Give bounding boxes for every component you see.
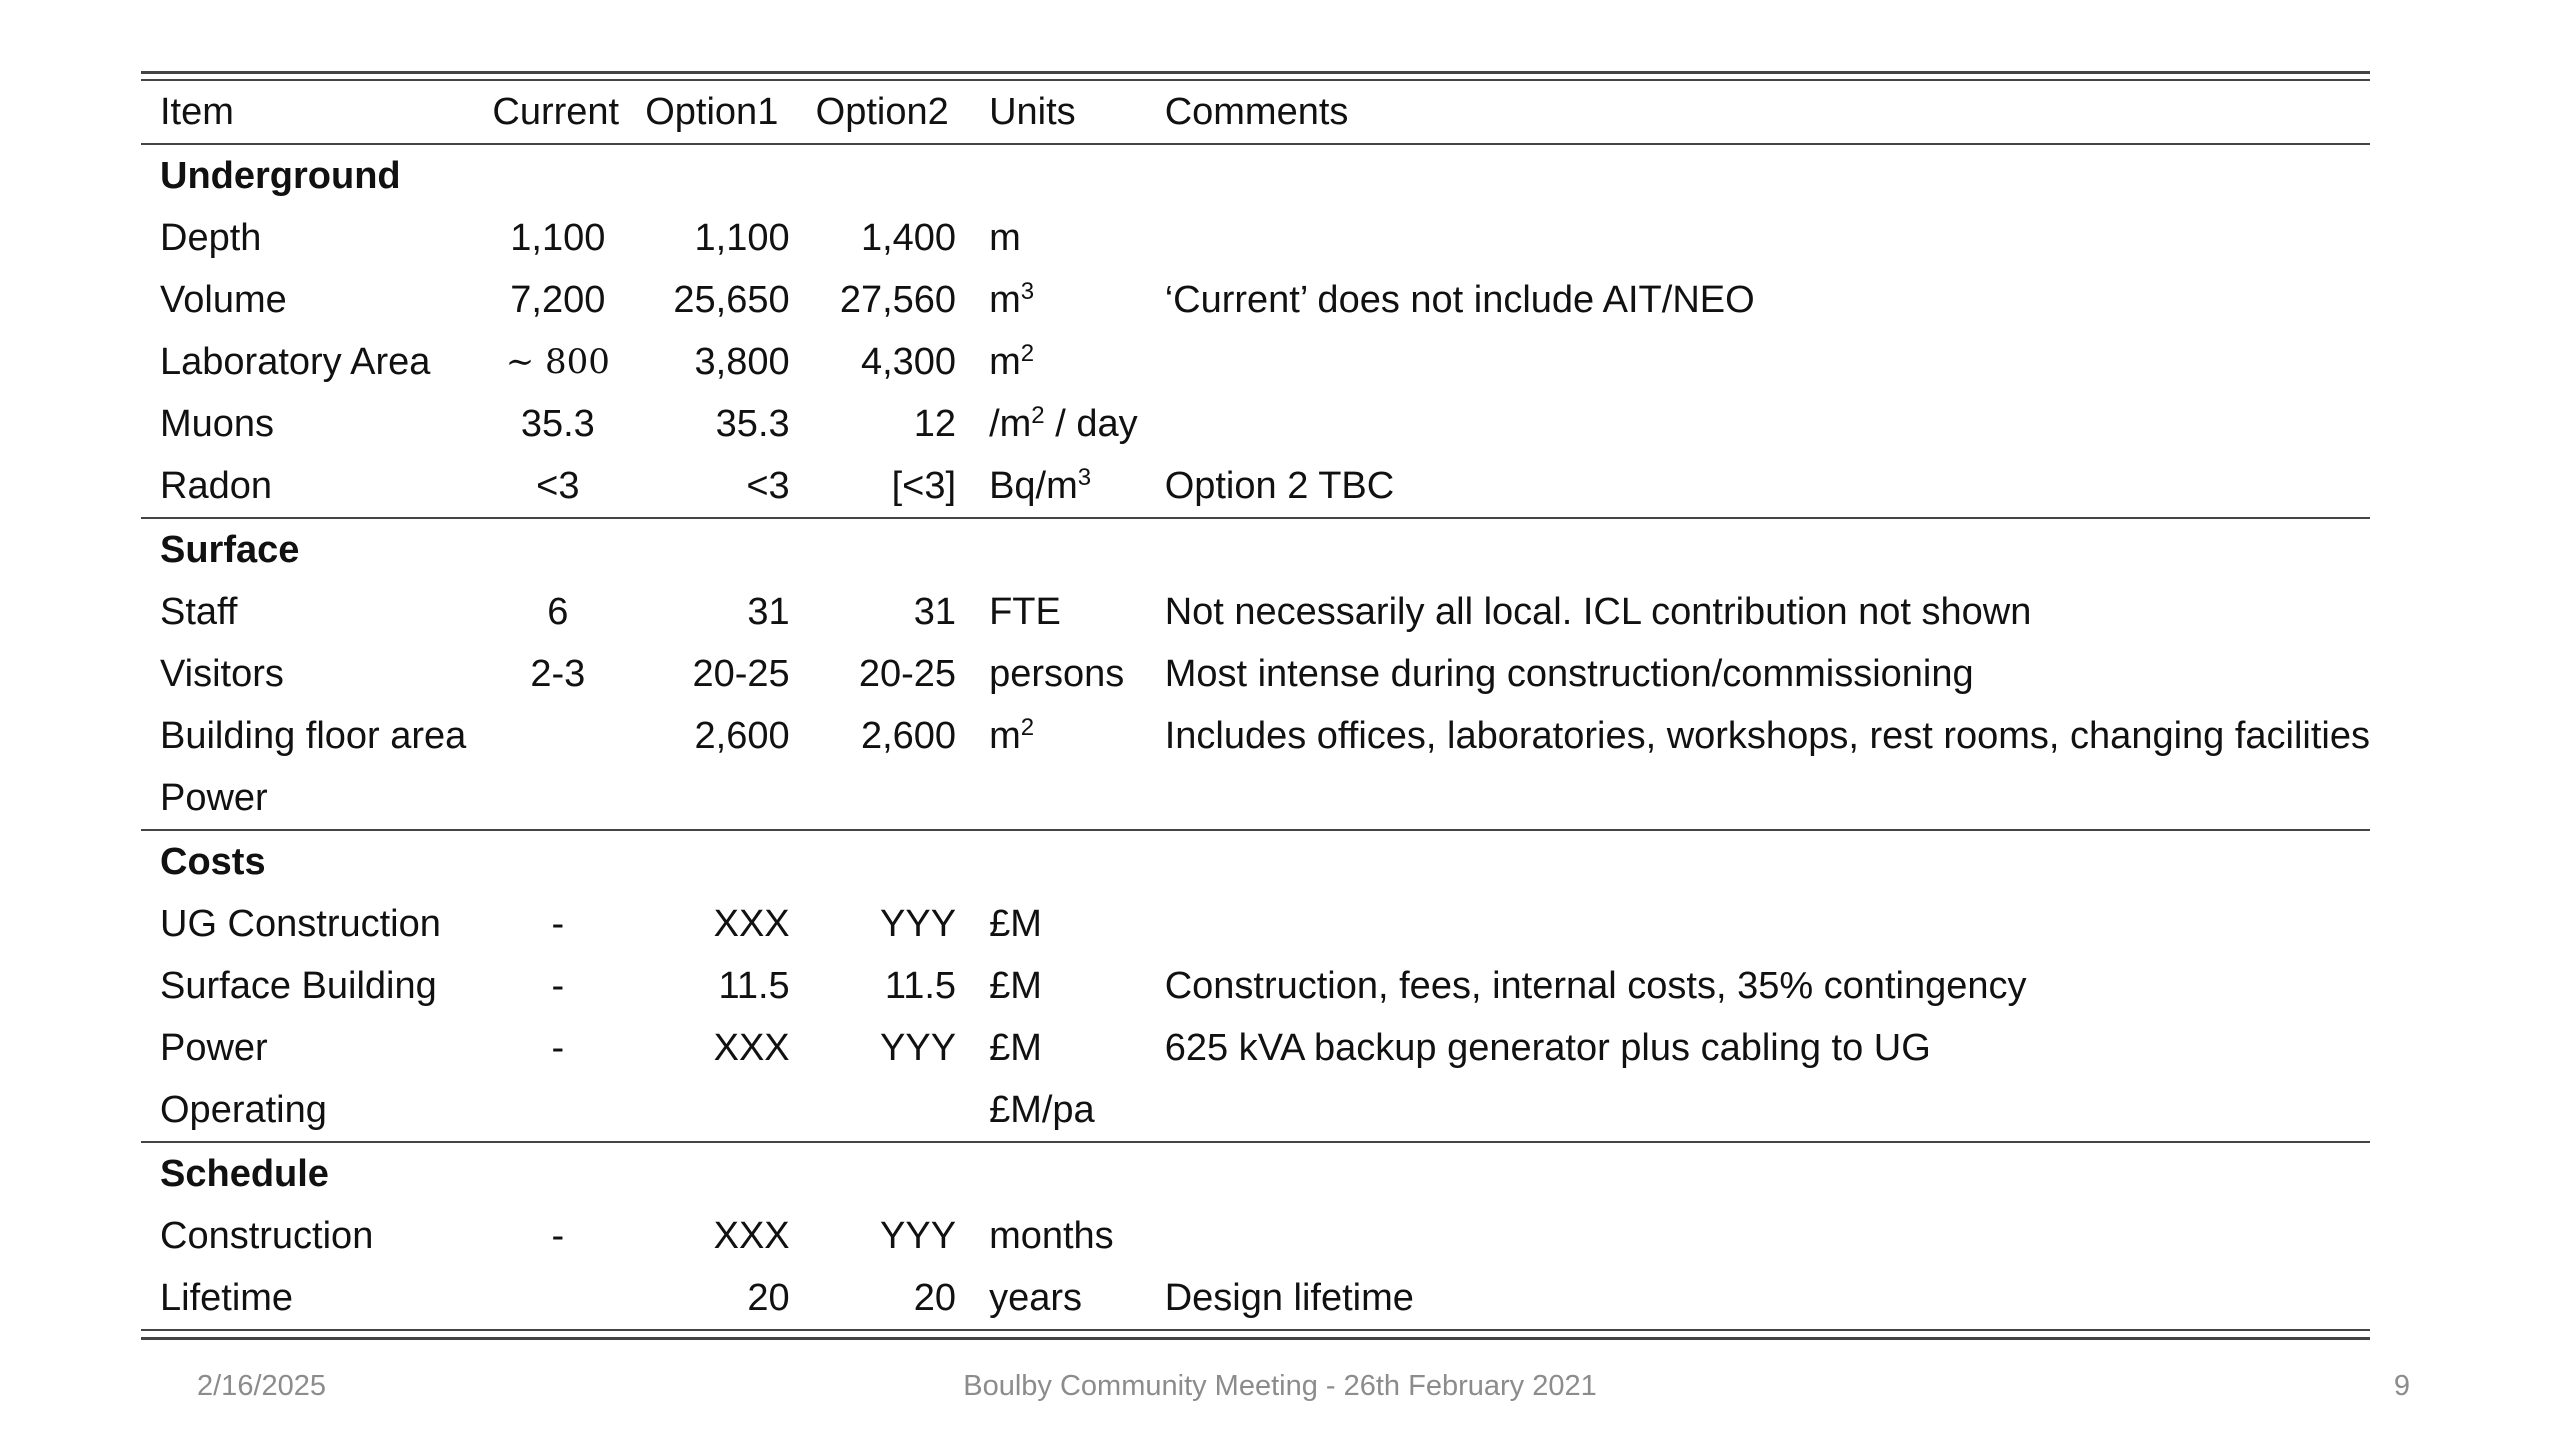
cell-option1: 25,650 [673,278,790,321]
cell-comments [1165,1079,2370,1142]
table-row [141,767,2370,830]
cell-item: Laboratory Area [160,340,431,383]
cell-current [480,1079,635,1142]
cell-option1: XXX [713,1214,790,1257]
units-suffix: / day [1044,402,1138,445]
cell-item: Depth [160,216,262,259]
table-row [141,581,2370,643]
cell-units [972,393,1165,455]
units-base: £M [989,902,1042,945]
cell-units [972,581,1165,643]
cell-comments [1165,207,2370,269]
cell-units [972,767,1165,830]
units-exponent: 2 [1031,401,1045,429]
cell-option2: 31 [913,590,957,633]
cell-comments: ‘Current’ does not include AIT/NEO [1164,278,1755,321]
section-title: Schedule [141,1142,2370,1205]
cell-option1: 35.3 [715,402,790,445]
cell-option1: XXX [713,902,790,945]
cell-comments [1165,331,2370,393]
header-units: Units [972,81,1165,144]
units-base: months [989,1214,1114,1257]
section-title: Surface [141,518,2370,581]
cell-item: Surface Building [160,964,437,1007]
units-base: £M [989,1026,1042,1069]
section-title: Underground [160,154,401,197]
units-base: m [989,216,1021,259]
header-comments: Comments [1165,81,2370,144]
units-base: £M/pa [989,1088,1095,1131]
cell-units [972,1267,1165,1329]
units-base: m [989,714,1021,757]
cell-comments [1165,893,2370,955]
cell-current [480,767,635,830]
cell-current: - [551,1026,565,1069]
header-item: Item [141,81,480,144]
cell-comments: Not necessarily all local. ICL contribution not shown [1164,590,2032,633]
units-exponent: 2 [1020,713,1035,741]
cell-option1: 1,100 [694,216,790,259]
table-row [141,393,2370,455]
section-title: Costs [141,830,2370,893]
units-base: FTE [989,590,1061,633]
cell-option1 [635,767,805,830]
cell-units [972,643,1165,705]
cell-option1: 20 [747,1276,790,1319]
section-header-schedule [141,1142,2370,1205]
cell-comments: 625 kVA backup generator plus cabling to UG [1164,1026,1931,1069]
comparison-table [141,81,2370,1329]
units-base: £M [989,964,1042,1007]
top-double-rule [141,71,2370,81]
cell-current: - [551,1214,565,1257]
cell-item: Building floor area [160,714,467,757]
header-option1: Option1 [635,81,805,144]
table-row [141,207,2370,269]
table-row [141,1079,2370,1142]
table-row [141,705,2370,767]
cell-comments: Option 2 TBC [1164,464,1395,507]
units-base: years [989,1276,1082,1319]
cell-current [480,705,635,767]
cell-current: 6 [547,590,569,633]
cell-item: Operating [160,1088,327,1131]
cell-comments [1165,767,2370,830]
header-option2: Option2 [806,81,972,144]
header-current: Current [480,81,635,144]
cell-item: Construction [160,1214,374,1257]
cell-units [972,1017,1165,1079]
footer-page-number: 9 [2393,1370,2410,1402]
units-exponent: 3 [1020,277,1035,305]
cell-units [972,331,1165,393]
cell-option2: 27,560 [839,278,957,321]
cell-comments: Design lifetime [1164,1276,1414,1319]
footer-title: Boulby Community Meeting - 26th February 2021 [963,1370,1597,1402]
cell-option1 [635,1079,805,1142]
cell-item: Volume [160,278,287,321]
table-row [141,1267,2370,1329]
cell-units [972,455,1165,518]
cell-units [972,705,1165,767]
cell-option1: 2,600 [694,714,790,757]
units-base: persons [989,652,1125,695]
cell-current: <3 [536,464,580,507]
comparison-table-container [141,71,2370,1340]
cell-current: - [551,902,565,945]
cell-comments: Construction, fees, internal costs, 35% contingency [1164,964,2027,1007]
cell-units [972,207,1165,269]
table-row [141,643,2370,705]
cell-option1: 3,800 [694,340,790,383]
table-row [141,893,2370,955]
cell-units [972,269,1165,331]
cell-option1: 11.5 [718,964,790,1007]
table-row [141,269,2370,331]
cell-option1: <3 [746,464,790,507]
cell-option2: 20 [913,1276,957,1319]
table-row [141,955,2370,1017]
cell-option2: YYY [880,1026,957,1069]
units-base: Bq/m [989,464,1078,507]
cell-current: 35.3 [520,402,595,445]
bottom-double-rule [141,1329,2370,1340]
cell-option2: 2,600 [860,714,957,757]
units-exponent: 3 [1077,463,1092,491]
cell-option1: 31 [747,590,790,633]
cell-option2 [806,1079,972,1142]
cell-comments [1165,1205,2370,1267]
cell-current: 1,100 [510,216,606,259]
table-row [141,1205,2370,1267]
cell-item: Radon [160,464,272,507]
cell-option2: 4,300 [860,340,957,383]
cell-units [972,1205,1165,1267]
units-base: m [989,340,1021,383]
table-row [141,331,2370,393]
section-header-costs [141,830,2370,893]
units-base: /m [989,402,1032,445]
cell-option2: [<3] [891,464,957,507]
cell-comments: Most intense during construction/commissioning [1164,652,1974,695]
table-row [141,455,2370,518]
cell-option2: 1,400 [860,216,957,259]
cell-option2: YYY [880,902,957,945]
table-body [141,144,2370,1329]
footer-date: 2/16/2025 [197,1370,327,1402]
cell-current: - [551,964,565,1007]
cell-item: Visitors [160,652,284,695]
units-base: m [989,278,1021,321]
units-exponent: 2 [1020,339,1035,367]
cell-option2: 12 [913,402,957,445]
cell-comments [1165,393,2370,455]
cell-option2: 11.5 [884,964,957,1007]
cell-option1: XXX [713,1026,790,1069]
cell-item: Power [160,1026,268,1069]
cell-item: Lifetime [160,1276,294,1319]
cell-current: 2-3 [530,652,586,695]
cell-item: Staff [160,590,238,633]
cell-comments: Includes offices, laboratories, workshops, rest rooms, changing facilities [1164,714,2370,757]
cell-units [972,955,1165,1017]
table-row [141,1017,2370,1079]
cell-option2: YYY [880,1214,957,1257]
cell-current [480,1267,635,1329]
cell-option2: 20-25 [858,652,957,695]
cell-option1: 20-25 [692,652,790,695]
cell-item: Power [160,776,268,819]
header-row [141,81,2370,144]
cell-units [972,893,1165,955]
cell-option2 [806,767,972,830]
section-header-surface [141,518,2370,581]
cell-item: Muons [160,402,275,445]
cell-current: 7,200 [510,278,606,321]
cell-item: UG Construction [160,902,441,945]
section-header-underground [141,144,2370,207]
cell-current: ∼ 800 [505,342,610,382]
cell-units [972,1079,1165,1142]
